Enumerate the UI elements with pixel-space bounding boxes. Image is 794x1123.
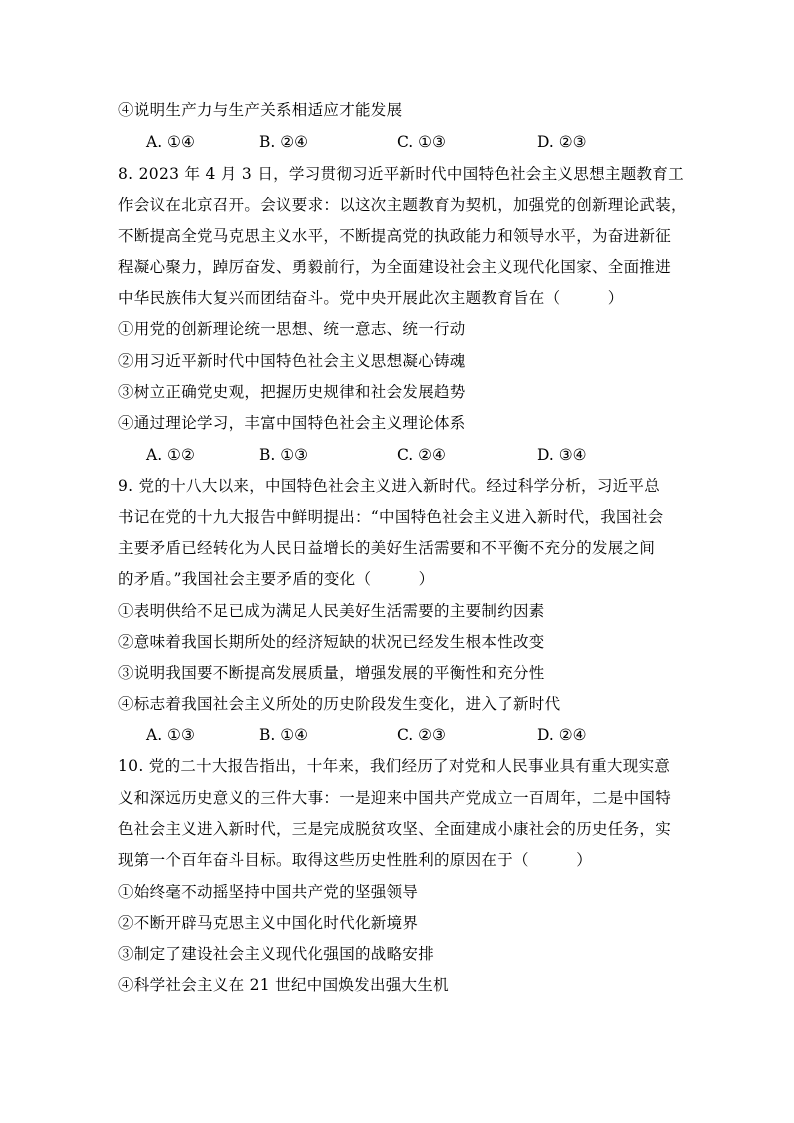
- q8-option-4: ④通过理论学习，丰富中国特色社会主义理论体系: [118, 414, 466, 432]
- q7-option-4: ④说明生产力与生产关系相适应才能发展: [118, 101, 403, 119]
- q7-choice-d[interactable]: D. ②③: [537, 133, 587, 151]
- q8-stem-line-2: 作会议在北京召开。会议要求：以这次主题教育为契机，加强党的创新理论武装，: [118, 196, 687, 214]
- q9-answer-choices: [118, 720, 698, 751]
- q8-choice-b[interactable]: B. ①③: [259, 446, 309, 464]
- q10-stem-line-2: 义和深远历史意义的三件大事：一是迎来中国共产党成立一百周年，二是中国特: [118, 789, 672, 807]
- q9-option-1: ①表明供给不足已成为满足人民美好生活需要的主要制约因素: [118, 602, 545, 620]
- q10-option-3: ③制定了建设社会主义现代化强国的战略安排: [118, 945, 435, 963]
- q10-stem-line-1: 10. 党的二十大报告指出，十年来，我们经历了对党和人民事业具有重大现实意: [118, 757, 671, 775]
- q8-option-1: ①用党的创新理论统一思想、统一意志、统一行动: [118, 320, 466, 338]
- q10-option-2: ②不断开辟马克思主义中国化时代化新境界: [118, 914, 419, 932]
- q8-option-2: ②用习近平新时代中国特色社会主义思想凝心铸魂: [118, 352, 466, 370]
- q10-option-1: ①始终毫不动摇坚持中国共产党的坚强领导: [118, 883, 419, 901]
- q8-stem-line-4: 程凝心聚力，踔厉奋发、勇毅前行，为全面建设社会主义现代化国家、全面推进: [118, 258, 672, 276]
- q8-stem-line-5: 中华民族伟大复兴而团结奋斗。党中央开展此次主题教育旨在（ ）: [118, 289, 624, 307]
- q9-option-2: ②意味着我国长期所处的经济短缺的状况已经发生根本性改变: [118, 633, 545, 651]
- q9-stem-line-1: 9. 党的十八大以来，中国特色社会主义进入新时代。经过科学分析，习近平总: [118, 477, 661, 495]
- q8-choice-d[interactable]: D. ③④: [537, 446, 587, 464]
- q9-choice-a[interactable]: A. ①③: [146, 726, 195, 744]
- q7-choice-a[interactable]: A. ①④: [146, 133, 195, 151]
- q9-stem-line-3: 主要矛盾已经转化为人民日益增长的美好生活需要和不平衡不充分的发展之间: [118, 539, 656, 557]
- q10-stem-line-3: 色社会主义进入新时代，三是完成脱贫攻坚、全面建成小康社会的历史任务，实: [118, 820, 672, 838]
- q8-choice-c[interactable]: C. ②④: [397, 446, 446, 464]
- q10-option-4: ④科学社会主义在 21 世纪中国焕发出强大生机: [118, 976, 449, 994]
- q7-answer-choices: [118, 127, 698, 158]
- q8-choice-a[interactable]: A. ①②: [146, 446, 195, 464]
- q9-choice-c[interactable]: C. ②③: [397, 726, 446, 744]
- q9-option-4: ④标志着我国社会主义所处的历史阶段发生变化，进入了新时代: [118, 695, 561, 713]
- q8-answer-choices: [118, 440, 698, 471]
- q7-choice-b[interactable]: B. ②④: [259, 133, 309, 151]
- q9-option-3: ③说明我国要不断提高发展质量，增强发展的平衡性和充分性: [118, 664, 545, 682]
- q7-choice-c[interactable]: C. ①③: [397, 133, 446, 151]
- q9-choice-d[interactable]: D. ②④: [537, 726, 587, 744]
- q8-stem-line-3: 不断提高全党马克思主义水平，不断提高党的执政能力和领导水平，为奋进新征: [118, 227, 672, 245]
- q9-choice-b[interactable]: B. ①④: [259, 726, 309, 744]
- q8-option-3: ③树立正确党史观，把握历史规律和社会发展趋势: [118, 383, 466, 401]
- q9-stem-line-2: 书记在党的十九大报告中鲜明提出：“中国特色社会主义进入新时代，我国社会: [118, 508, 664, 526]
- q10-stem-line-4: 现第一个百年奋斗目标。取得这些历史性胜利的原因在于（ ）: [118, 851, 593, 869]
- q9-stem-line-4: 的矛盾。”我国社会主要矛盾的变化（ ）: [118, 570, 435, 588]
- q8-stem-line-1: 8. 2023 年 4 月 3 日，学习贯彻习近平新时代中国特色社会主义思想主题教育工: [118, 165, 684, 183]
